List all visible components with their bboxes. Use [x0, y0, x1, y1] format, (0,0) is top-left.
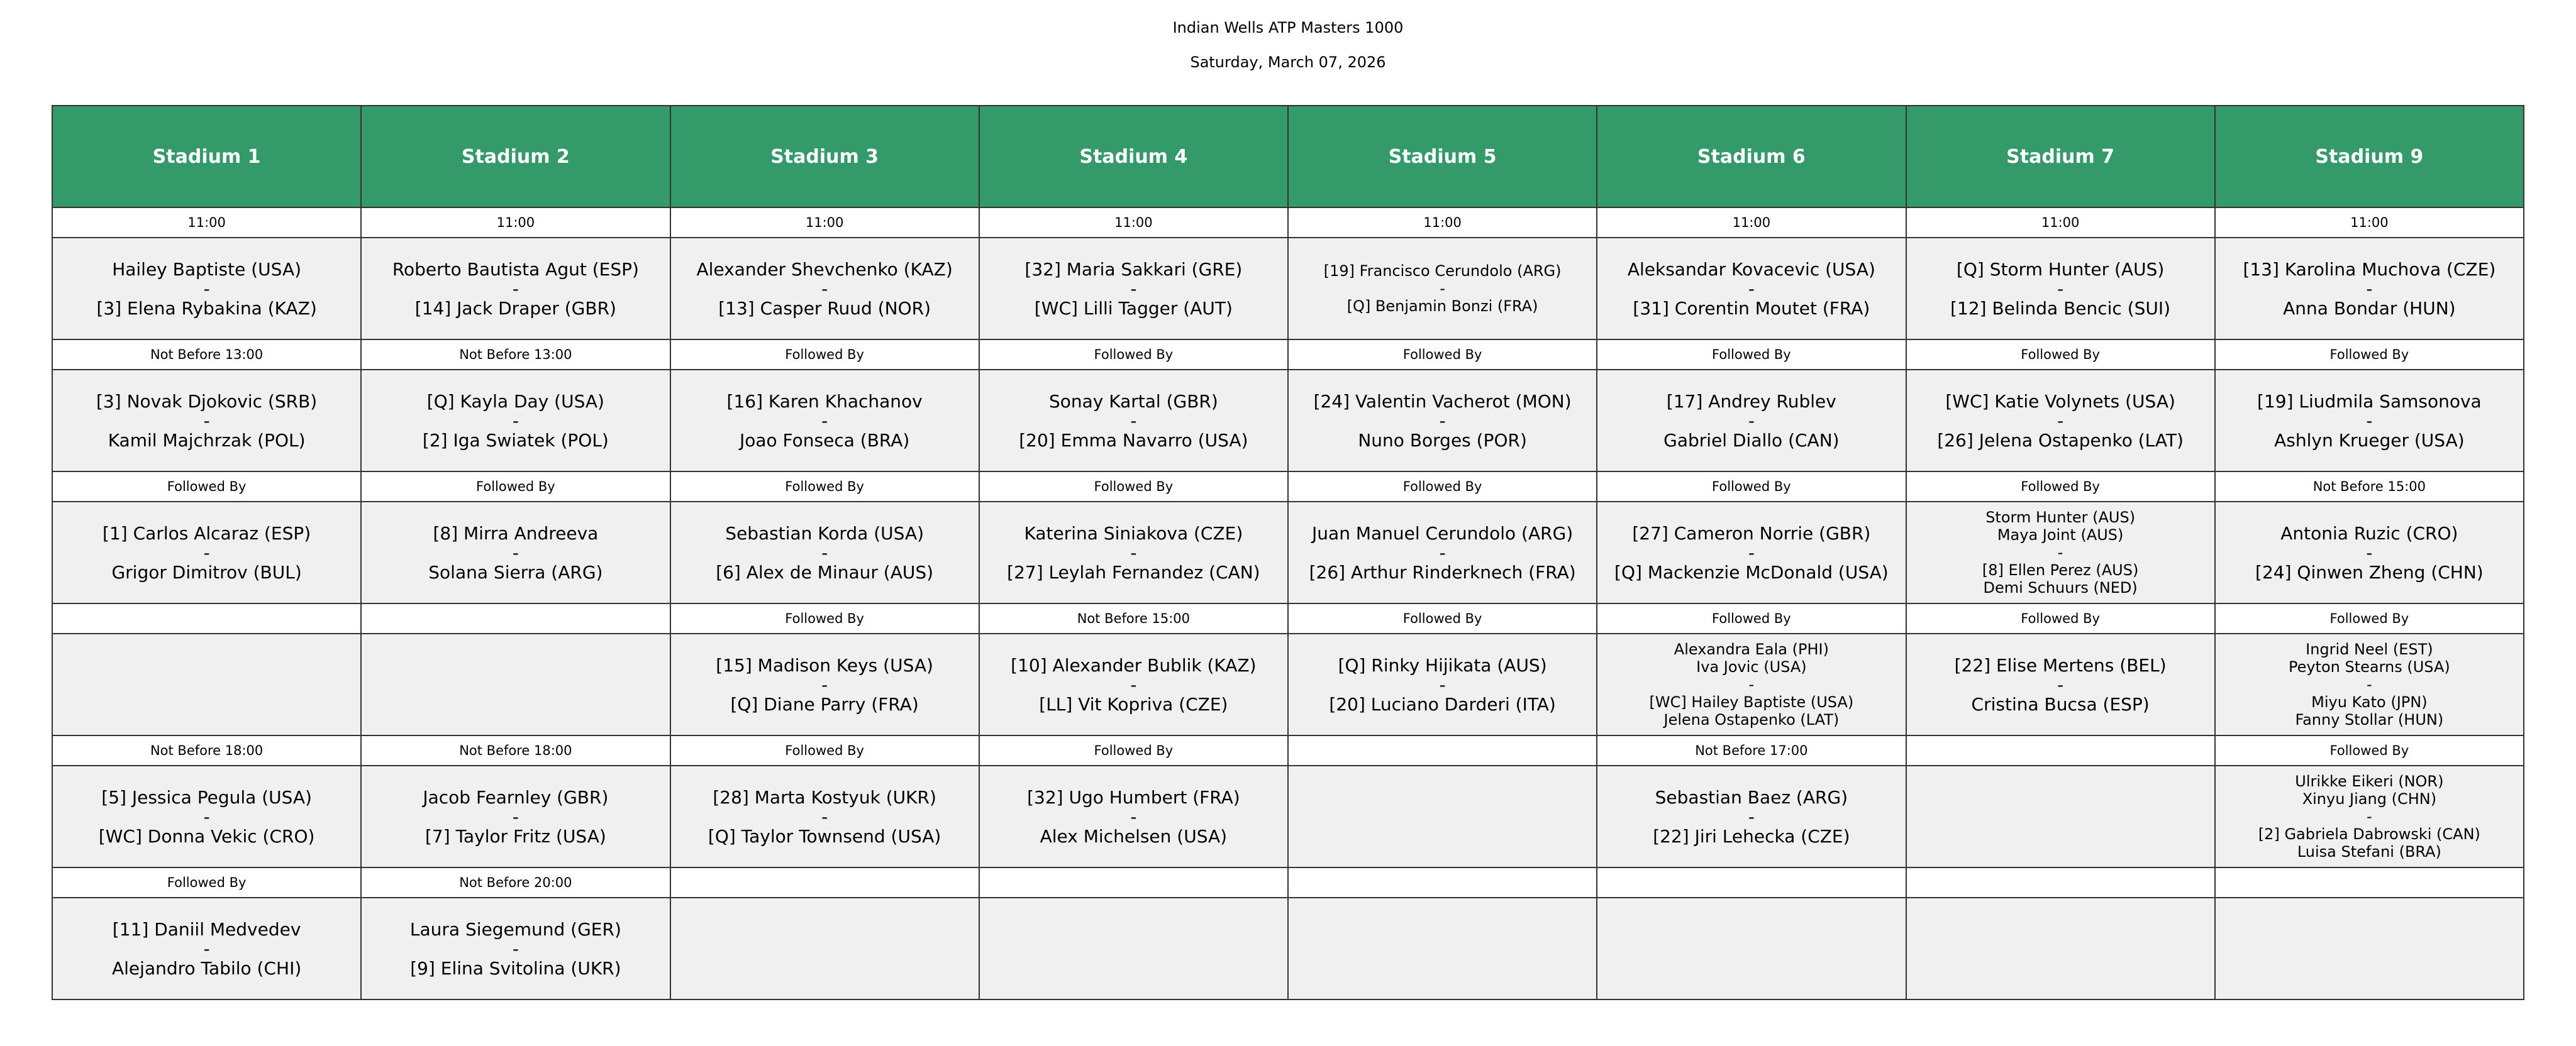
- player-name: [22] Jiri Lehecka (CZE): [1653, 825, 1850, 847]
- player-name: Demi Schuurs (NED): [1983, 579, 2138, 597]
- versus-separator: -: [821, 410, 828, 431]
- player-name: [2] Iga Swiatek (POL): [422, 429, 609, 451]
- start-time-label: Followed By: [2215, 735, 2524, 766]
- court-header: Stadium 9: [2215, 106, 2524, 207]
- player-name: [3] Novak Djokovic (SRB): [96, 390, 318, 412]
- player-name: Kamil Majchrzak (POL): [108, 429, 306, 451]
- player-name: [Q] Kayla Day (USA): [426, 390, 604, 412]
- match-cell: [670, 238, 979, 339]
- start-time-label: Followed By: [1597, 339, 1906, 370]
- player-name: [20] Emma Navarro (USA): [1019, 429, 1248, 451]
- match-cell: [2215, 502, 2524, 603]
- versus-separator: -: [2057, 278, 2064, 299]
- versus-separator: -: [512, 410, 519, 431]
- start-time-label: [2215, 867, 2524, 898]
- start-time-label: Followed By: [1906, 339, 2215, 370]
- start-time-label: 11:00: [670, 207, 979, 238]
- start-time-label: 11:00: [1906, 207, 2215, 238]
- start-time-label: [52, 603, 361, 634]
- versus-separator: -: [1748, 410, 1755, 431]
- court-header: Stadium 2: [361, 106, 670, 207]
- match-cell: [670, 634, 979, 735]
- versus-separator: -: [2366, 410, 2373, 431]
- start-time-label: Followed By: [2215, 603, 2524, 634]
- start-time-label: Followed By: [52, 471, 361, 502]
- player-name: [WC] Katie Volynets (USA): [1945, 390, 2175, 412]
- match-cell: [979, 370, 1288, 471]
- player-name: Juan Manuel Cerundolo (ARG): [1312, 522, 1574, 544]
- match-cell: [361, 238, 670, 339]
- match-row: [52, 238, 2524, 339]
- start-time-label: [361, 603, 670, 634]
- player-name: Sonay Kartal (GBR): [1048, 390, 1218, 412]
- player-name: [26] Jelena Ostapenko (LAT): [1937, 429, 2184, 451]
- time-label-row: [52, 339, 2524, 370]
- player-name: Jacob Fearnley (GBR): [423, 786, 609, 808]
- order-of-play-table: [52, 105, 2524, 1000]
- versus-separator: -: [1439, 674, 1446, 695]
- start-time-label: Followed By: [670, 735, 979, 766]
- versus-separator: -: [1130, 278, 1137, 299]
- start-time-label: Followed By: [1288, 471, 1597, 502]
- player-name: [26] Arthur Rinderknech (FRA): [1309, 561, 1576, 583]
- match-cell: [2215, 634, 2524, 735]
- empty-match-cell: [2215, 898, 2524, 999]
- start-time-label: Not Before 18:00: [52, 735, 361, 766]
- versus-separator: -: [203, 542, 210, 563]
- versus-separator: -: [1439, 542, 1446, 563]
- versus-separator: -: [2057, 544, 2063, 561]
- match-cell: [670, 766, 979, 867]
- player-name: [32] Ugo Humbert (FRA): [1027, 786, 1240, 808]
- versus-separator: -: [1439, 410, 1446, 431]
- court-header-row: [52, 106, 2524, 207]
- match-cell: [52, 370, 361, 471]
- start-time-label: Followed By: [361, 471, 670, 502]
- versus-separator: -: [512, 806, 519, 827]
- player-name: [2] Gabriela Dabrowski (CAN): [2258, 825, 2480, 843]
- match-cell: [1288, 370, 1597, 471]
- start-time-label: 11:00: [1597, 207, 1906, 238]
- match-cell: [361, 766, 670, 867]
- versus-separator: -: [1748, 676, 1755, 693]
- player-name: Storm Hunter (AUS): [1985, 509, 2136, 526]
- player-name: [LL] Vit Kopriva (CZE): [1039, 693, 1228, 715]
- player-name: Cristina Bucsa (ESP): [1971, 693, 2150, 715]
- player-name: Ingrid Neel (EST): [2306, 641, 2433, 658]
- player-name: [1] Carlos Alcaraz (ESP): [103, 522, 311, 544]
- versus-separator: -: [2367, 676, 2372, 693]
- player-name: [11] Daniil Medvedev: [112, 918, 301, 940]
- player-name: [19] Francisco Cerundolo (ARG): [1323, 262, 1562, 280]
- match-cell: [52, 238, 361, 339]
- player-name: [WC] Hailey Baptiste (USA): [1649, 693, 1854, 711]
- player-name: Ashlyn Krueger (USA): [2274, 429, 2465, 451]
- start-time-label: 11:00: [1288, 207, 1597, 238]
- versus-separator: -: [2367, 808, 2372, 825]
- versus-separator: -: [1130, 542, 1137, 563]
- start-time-label: Followed By: [979, 735, 1288, 766]
- start-time-label: Not Before 20:00: [361, 867, 670, 898]
- start-time-label: Followed By: [670, 603, 979, 634]
- match-cell: [2215, 370, 2524, 471]
- court-header: Stadium 5: [1288, 106, 1597, 207]
- player-name: [5] Jessica Pegula (USA): [101, 786, 312, 808]
- versus-separator: -: [203, 278, 210, 299]
- player-name: [Q] Taylor Townsend (USA): [708, 825, 941, 847]
- player-name: Alexandra Eala (PHI): [1674, 641, 1829, 658]
- start-time-label: Not Before 17:00: [1597, 735, 1906, 766]
- player-name: [22] Elise Mertens (BEL): [1954, 654, 2167, 676]
- player-name: Luisa Stefani (BRA): [2297, 843, 2441, 861]
- tournament-title: Indian Wells ATP Masters 1000: [1172, 19, 1404, 36]
- start-time-label: [1906, 867, 2215, 898]
- match-cell: [1906, 634, 2215, 735]
- court-header: Stadium 4: [979, 106, 1288, 207]
- match-cell: [2215, 238, 2524, 339]
- match-row: [52, 502, 2524, 603]
- match-cell: [1906, 502, 2215, 603]
- player-name: Alejandro Tabilo (CHI): [112, 957, 302, 979]
- player-name: Alex Michelsen (USA): [1040, 825, 1228, 847]
- player-name: [8] Mirra Andreeva: [433, 522, 599, 544]
- match-row: [52, 634, 2524, 735]
- start-time-label: Followed By: [2215, 339, 2524, 370]
- time-label-row: [52, 867, 2524, 898]
- start-time-label: Not Before 13:00: [52, 339, 361, 370]
- versus-separator: -: [203, 410, 210, 431]
- versus-separator: -: [1748, 542, 1755, 563]
- versus-separator: -: [821, 674, 828, 695]
- player-name: Sebastian Korda (USA): [725, 522, 924, 544]
- player-name: [Q] Benjamin Bonzi (FRA): [1346, 297, 1538, 315]
- empty-match-cell: [52, 634, 361, 735]
- match-cell: [1906, 370, 2215, 471]
- player-name: [20] Luciano Darderi (ITA): [1329, 693, 1556, 715]
- start-time-label: Followed By: [1288, 339, 1597, 370]
- player-name: Jelena Ostapenko (LAT): [1663, 711, 1840, 729]
- time-label-row: [52, 207, 2524, 238]
- empty-match-cell: [670, 898, 979, 999]
- match-cell: [979, 238, 1288, 339]
- start-time-label: 11:00: [52, 207, 361, 238]
- match-cell: [52, 766, 361, 867]
- match-row: [52, 370, 2524, 471]
- player-name: [3] Elena Rybakina (KAZ): [96, 297, 317, 319]
- player-name: [17] Andrey Rublev: [1666, 390, 1836, 412]
- player-name: Nuno Borges (POR): [1358, 429, 1527, 451]
- start-time-label: [1288, 735, 1597, 766]
- player-name: [12] Belinda Bencic (SUI): [1950, 297, 2171, 319]
- versus-separator: -: [512, 938, 519, 959]
- player-name: [31] Corentin Moutet (FRA): [1633, 297, 1870, 319]
- start-time-label: Followed By: [52, 867, 361, 898]
- player-name: [7] Taylor Fritz (USA): [425, 825, 606, 847]
- versus-separator: -: [2366, 542, 2373, 563]
- player-name: Miyu Kato (JPN): [2311, 693, 2428, 711]
- player-name: [24] Qinwen Zheng (CHN): [2255, 561, 2484, 583]
- start-time-label: Not Before 18:00: [361, 735, 670, 766]
- start-time-label: Followed By: [979, 471, 1288, 502]
- start-time-label: [979, 867, 1288, 898]
- player-name: Grigor Dimitrov (BUL): [111, 561, 302, 583]
- versus-separator: -: [1440, 280, 1445, 297]
- player-name: Alexander Shevchenko (KAZ): [696, 258, 953, 280]
- versus-separator: -: [2366, 278, 2373, 299]
- empty-match-cell: [1906, 766, 2215, 867]
- versus-separator: -: [2057, 410, 2064, 431]
- court-header: Stadium 3: [670, 106, 979, 207]
- versus-separator: -: [203, 806, 210, 827]
- start-time-label: 11:00: [979, 207, 1288, 238]
- match-cell: [52, 898, 361, 999]
- time-label-row: [52, 603, 2524, 634]
- versus-separator: -: [203, 938, 210, 959]
- empty-match-cell: [1288, 898, 1597, 999]
- match-cell: [361, 370, 670, 471]
- court-header: Stadium 1: [52, 106, 361, 207]
- player-name: [32] Maria Sakkari (GRE): [1024, 258, 1243, 280]
- court-header: Stadium 6: [1597, 106, 1906, 207]
- player-name: [8] Ellen Perez (AUS): [1982, 561, 2139, 579]
- match-cell: [1597, 634, 1906, 735]
- match-cell: [979, 766, 1288, 867]
- start-time-label: Followed By: [979, 339, 1288, 370]
- player-name: Antonia Ruzic (CRO): [2280, 522, 2458, 544]
- match-cell: [361, 502, 670, 603]
- player-name: [14] Jack Draper (GBR): [414, 297, 616, 319]
- start-time-label: Followed By: [670, 471, 979, 502]
- empty-match-cell: [1288, 766, 1597, 867]
- player-name: [9] Elina Svitolina (UKR): [410, 957, 621, 979]
- player-name: [13] Karolina Muchova (CZE): [2243, 258, 2496, 280]
- player-name: Aleksandar Kovacevic (USA): [1627, 258, 1875, 280]
- match-row: [52, 898, 2524, 999]
- match-cell: [1288, 502, 1597, 603]
- player-name: Fanny Stollar (HUN): [2295, 711, 2444, 729]
- versus-separator: -: [2057, 674, 2064, 695]
- player-name: [28] Marta Kostyuk (UKR): [713, 786, 936, 808]
- versus-separator: -: [821, 806, 828, 827]
- player-name: Xinyu Jiang (CHN): [2302, 790, 2437, 808]
- player-name: [Q] Storm Hunter (AUS): [1956, 258, 2165, 280]
- match-cell: [1597, 238, 1906, 339]
- schedule-date: Saturday, March 07, 2026: [1190, 53, 1386, 71]
- player-name: Roberto Bautista Agut (ESP): [392, 258, 639, 280]
- player-name: [13] Casper Ruud (NOR): [718, 297, 931, 319]
- start-time-label: [670, 867, 979, 898]
- player-name: [15] Madison Keys (USA): [716, 654, 933, 676]
- player-name: Ulrikke Eikeri (NOR): [2295, 773, 2444, 790]
- player-name: [16] Karen Khachanov: [726, 390, 923, 412]
- court-header: Stadium 7: [1906, 106, 2215, 207]
- player-name: Anna Bondar (HUN): [2283, 297, 2456, 319]
- player-name: Joao Fonseca (BRA): [739, 429, 910, 451]
- match-cell: [979, 502, 1288, 603]
- start-time-label: Not Before 13:00: [361, 339, 670, 370]
- player-name: Maya Joint (AUS): [1997, 526, 2124, 544]
- match-cell: [1288, 238, 1597, 339]
- start-time-label: Followed By: [1597, 603, 1906, 634]
- versus-separator: -: [1130, 410, 1137, 431]
- player-name: [19] Liudmila Samsonova: [2257, 390, 2482, 412]
- match-cell: [670, 502, 979, 603]
- player-name: [6] Alex de Minaur (AUS): [716, 561, 934, 583]
- start-time-label: [1597, 867, 1906, 898]
- start-time-label: Followed By: [1597, 471, 1906, 502]
- empty-match-cell: [1597, 898, 1906, 999]
- empty-match-cell: [1906, 898, 2215, 999]
- versus-separator: -: [1748, 806, 1755, 827]
- match-cell: [1597, 766, 1906, 867]
- empty-match-cell: [361, 634, 670, 735]
- match-cell: [1288, 634, 1597, 735]
- schedule-body: [52, 207, 2524, 999]
- player-name: Hailey Baptiste (USA): [112, 258, 302, 280]
- start-time-label: Followed By: [670, 339, 979, 370]
- versus-separator: -: [1130, 674, 1137, 695]
- match-cell: [2215, 766, 2524, 867]
- player-name: [WC] Lilli Tagger (AUT): [1034, 297, 1233, 319]
- match-cell: [361, 898, 670, 999]
- empty-match-cell: [979, 898, 1288, 999]
- player-name: [WC] Donna Vekic (CRO): [98, 825, 315, 847]
- player-name: [24] Valentin Vacherot (MON): [1313, 390, 1572, 412]
- player-name: [Q] Rinky Hijikata (AUS): [1338, 654, 1547, 676]
- versus-separator: -: [821, 278, 828, 299]
- player-name: [27] Leylah Fernandez (CAN): [1007, 561, 1260, 583]
- versus-separator: -: [1748, 278, 1755, 299]
- player-name: Katerina Siniakova (CZE): [1024, 522, 1243, 544]
- start-time-label: 11:00: [361, 207, 670, 238]
- time-label-row: [52, 471, 2524, 502]
- time-label-row: [52, 735, 2524, 766]
- versus-separator: -: [1130, 806, 1137, 827]
- start-time-label: 11:00: [2215, 207, 2524, 238]
- player-name: Laura Siegemund (GER): [409, 918, 621, 940]
- match-cell: [1906, 238, 2215, 339]
- match-row: [52, 766, 2524, 867]
- start-time-label: Not Before 15:00: [2215, 471, 2524, 502]
- player-name: Peyton Stearns (USA): [2288, 658, 2450, 676]
- player-name: Iva Jovic (USA): [1696, 658, 1807, 676]
- start-time-label: Followed By: [1288, 603, 1597, 634]
- start-time-label: Followed By: [1906, 603, 2215, 634]
- player-name: [Q] Diane Parry (FRA): [730, 693, 919, 715]
- match-cell: [1597, 370, 1906, 471]
- match-cell: [1597, 502, 1906, 603]
- player-name: Solana Sierra (ARG): [428, 561, 603, 583]
- match-cell: [670, 370, 979, 471]
- match-cell: [979, 634, 1288, 735]
- start-time-label: [1288, 867, 1597, 898]
- match-cell: [52, 502, 361, 603]
- player-name: [10] Alexander Bublik (KAZ): [1011, 654, 1257, 676]
- player-name: [Q] Mackenzie McDonald (USA): [1614, 561, 1889, 583]
- versus-separator: -: [821, 542, 828, 563]
- versus-separator: -: [512, 542, 519, 563]
- start-time-label: Followed By: [1906, 471, 2215, 502]
- start-time-label: [1906, 735, 2215, 766]
- player-name: Sebastian Baez (ARG): [1655, 786, 1848, 808]
- start-time-label: Not Before 15:00: [979, 603, 1288, 634]
- player-name: [27] Cameron Norrie (GBR): [1632, 522, 1871, 544]
- versus-separator: -: [512, 278, 519, 299]
- player-name: Gabriel Diallo (CAN): [1663, 429, 1840, 451]
